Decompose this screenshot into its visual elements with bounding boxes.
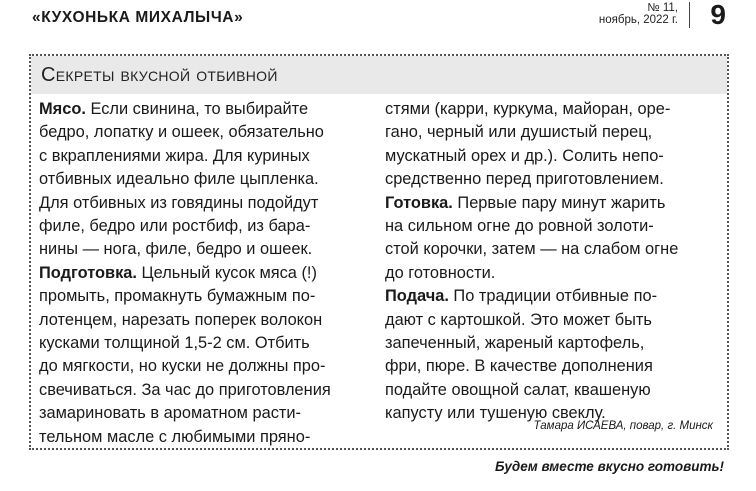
section-title: «КУХОНЬКА МИХАЛЫЧА» [32,9,244,26]
text-line [385,238,720,261]
paragraph-lead: Готовка. [385,193,453,212]
line-text: до готовности. [385,263,496,282]
text-line [39,215,369,238]
text-line [39,168,369,191]
article-box [29,54,729,450]
page-number: 9 [710,0,726,30]
article-title-bar [31,56,727,94]
issue-date: ноябрь, 2022 г. [598,14,678,26]
text-line [385,192,720,215]
line-text: Если свинина, то выбирайте [85,100,309,118]
text-line [385,168,720,191]
text-line [39,238,369,261]
article-column-1 [39,98,369,449]
line-text: капусту или тушеную свеклу. [385,404,606,423]
text-line [385,145,720,168]
paragraph-lead: Подача. [385,287,449,306]
line-text: мускатный орех и др.). Солить непо- [385,146,664,165]
line-text: на сильном огне до ровной золоти- [385,217,654,236]
line-text: гано, черный или душистый перец, [385,123,653,142]
text-line [39,402,369,425]
issue-number: № 11, [647,2,678,14]
text-line [39,285,369,308]
line-text: нины — нога, филе, бедро и ошеек. [39,240,313,259]
line-text: подайте овощной салат, квашеную [385,380,651,399]
line-text: отбивных идеально филе цыпленка. [39,170,319,189]
line-text: стями (карри, куркума, майоран, оре- [385,100,671,118]
paragraph-lead: Подготовка. [39,263,137,282]
line-text: По традиции отбивные по- [448,287,658,306]
line-text: стой корочки, затем — на слабом огне [385,240,679,259]
line-text: фри, пюре. В качестве дополнения [385,357,653,376]
text-line [385,309,720,332]
line-text: с вкраплениями жира. Для куриных [39,146,310,165]
line-text: промыть, промакнуть бумажным по- [39,287,316,306]
text-line [39,192,369,215]
article-author: Тамара ИСАЕВА, повар, г. Минск [533,420,713,432]
line-text: кусками толщиной 1,5-2 см. Отбить [39,334,310,353]
text-line [39,98,369,121]
text-line [39,332,369,355]
text-line [385,121,720,144]
line-text: Цельный кусок мяса (!) [136,263,317,282]
text-line [39,121,369,144]
footer-slogan: Будем вместе вкусно готовить! [495,459,724,474]
issue-info [599,2,678,26]
text-line [385,379,720,402]
text-line [385,98,720,121]
line-text: свечиваться. За час до приготовления [39,380,331,399]
text-line [39,426,369,449]
text-line [385,332,720,355]
page-header [32,0,730,36]
line-text: дают с картошкой. Это может быть [385,310,652,329]
text-line [39,262,369,285]
article-column-2 [385,98,720,426]
text-line [39,379,369,402]
text-line [385,215,720,238]
line-text: Для отбивных из говядины подойдут [39,193,319,212]
text-line [385,285,720,308]
header-divider [689,2,690,28]
line-text: бедро, лопатку и ошеек, обязательно [39,123,324,142]
line-text: тельном масле с любимыми пряно- [39,427,311,446]
line-text: лотенцем, нарезать поперек волокон [39,310,323,329]
text-line [39,309,369,332]
line-text: Первые пару минут жарить [452,193,666,212]
line-text: замариновать в ароматном расти- [39,404,302,423]
text-line [385,262,720,285]
text-line [39,355,369,378]
article-title: Секреты вкусной отбивной [41,64,278,86]
line-text: средственно перед приготовлением. [385,170,664,189]
line-text: филе, бедро или ростбиф, из бара- [39,217,311,236]
line-text: запеченный, жареный картофель, [385,334,645,353]
paragraph-lead: Мясо. [39,100,86,118]
line-text: до мягкости, но куски не должны про- [39,357,326,376]
text-line [385,355,720,378]
text-line [39,145,369,168]
